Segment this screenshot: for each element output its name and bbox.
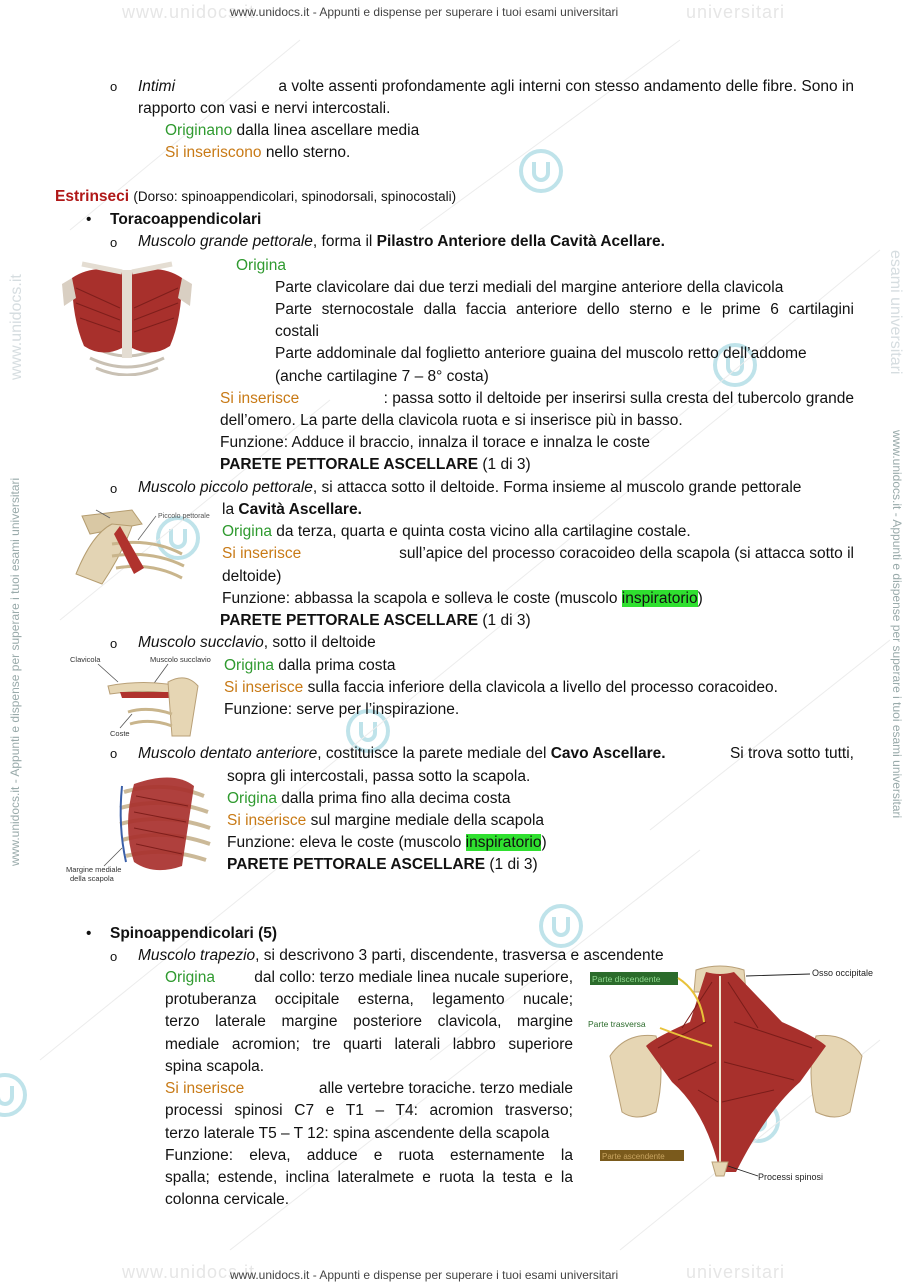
origin-label: Originano — [165, 122, 233, 139]
succlavio-name: Muscolo succlavio — [138, 634, 264, 651]
fig-label-coste: Coste — [110, 729, 130, 738]
succlavio-insert — [224, 679, 778, 697]
insert-label: Si inserisce — [224, 679, 304, 696]
toraco-title: Toracoappendicolari — [110, 211, 262, 228]
side-watermark-right: www.unidocs.it - Appunti e dispense per superare i tuoi esami universitari — [890, 430, 904, 819]
succlavio-heading — [138, 634, 376, 652]
dentato-insert — [227, 812, 544, 830]
fig-label-parte-ascendente: Parte ascendente — [602, 1152, 665, 1161]
function-text: Funzione: abbassa la scapola e solleva le coste (muscolo — [222, 590, 622, 607]
insert-label: Si inserisce — [165, 1080, 245, 1097]
grande-heading — [138, 233, 665, 251]
dentato-function — [227, 834, 547, 852]
origin-label: Origina — [224, 657, 274, 674]
dentato-intro: , costituisce la parete mediale del — [317, 745, 551, 762]
side-watermark-right-small: esami universitari — [887, 250, 904, 375]
grande-origin-l2: Parte sternocostale dalla faccia anteriore dello sterno e le prime 6 cartilagini — [275, 301, 854, 318]
piccolo-insert2: deltoide) — [222, 568, 282, 585]
fig-label-succlavio: Muscolo succlavio — [150, 655, 211, 664]
grande-origin-l5: (anche cartilagine 7 – 8° costa) — [275, 368, 489, 385]
trapezio-origin-o2: protuberanza occipitale esterna, legamento nucale; — [165, 991, 573, 1008]
dentato-parete — [227, 856, 538, 874]
dentato-bold: Cavo Ascellare. — [550, 745, 666, 762]
origin-text: dalla prima costa — [278, 657, 396, 674]
footer-watermark-right: universitari — [686, 1262, 786, 1282]
parete-label: PARETE PETTORALE ASCELLARE — [227, 856, 486, 873]
intimi-name: Intimi — [138, 78, 176, 95]
trapezio-heading — [138, 947, 664, 965]
piccolo-insert1 — [222, 545, 854, 563]
dentato-tail: Si trova sotto tutti, — [729, 745, 854, 762]
parete-count: (1 di 3) — [489, 856, 538, 873]
grande-origin-l1: Parte clavicolare dai due terzi mediali del margine anteriore della clavicola — [275, 279, 784, 296]
function-close: ) — [541, 834, 547, 851]
piccolo-origin — [222, 523, 691, 541]
dentato-name: Muscolo dentato anteriore — [138, 745, 318, 762]
piccolo-name: Muscolo piccolo pettorale — [138, 479, 313, 496]
insert-label: Si inserisce — [220, 390, 300, 407]
origin-label: Origina — [227, 790, 277, 807]
side-watermark-left-small: www.unidocs.it — [8, 274, 25, 380]
parete-count: (1 di 3) — [482, 612, 531, 629]
grande-origin-label: Origina — [236, 257, 286, 274]
piccolo-fig-label: Piccolo pettorale — [158, 513, 210, 520]
origin-label: Origina — [222, 523, 272, 540]
function-text: Funzione: eleva le coste (muscolo — [227, 834, 466, 851]
insert-text: alle vertebre toraciche. terzo mediale — [318, 1080, 573, 1097]
origin-text: dal collo: terzo mediale linea nucale superiore, — [254, 969, 573, 986]
succlavio-function: Funzione: serve per l’inspirazione. — [224, 701, 460, 718]
grande-intro: , forma il — [312, 233, 377, 250]
insert-label: Si inserisce — [222, 545, 302, 562]
dentato-anteriore-figure — [64, 766, 214, 886]
fig-label-parte-trasversa: Parte trasversa — [588, 1019, 646, 1029]
header-text[interactable]: www.unidocs.it - Appunti e dispense per superare i tuoi esami universitari — [230, 5, 619, 19]
grande-function: Funzione: Adduce il braccio, innalza il torace e innalza le coste — [220, 434, 650, 451]
grande-insert2: dell’omero. La parte della clavicola ruota e si inserisce più in basso. — [220, 412, 683, 429]
fig-label-clavicola: Clavicola — [70, 655, 101, 664]
parete-label: PARETE PETTORALE ASCELLARE — [220, 456, 479, 473]
trapezio-insert-i2: processi spinosi C7 e T1 – T4: acromion trasverso; — [165, 1102, 573, 1119]
insert-label: Si inseriscono — [165, 144, 262, 161]
grande-bold: Pilastro Anteriore della Cavità Acellare. — [376, 233, 665, 250]
fig-label-margine2: della scapola — [70, 874, 114, 883]
highlight-inspiratorio: inspiratorio — [621, 590, 698, 607]
bullet-circle: o — [110, 235, 118, 250]
piccolo-la: la — [222, 501, 239, 518]
spino-title: Spinoappendicolari (5) — [110, 925, 278, 942]
piccolo-pettorale-figure — [72, 504, 210, 588]
header-watermark-right: universitari — [686, 2, 786, 22]
footer-text[interactable]: www.unidocs.it - Appunti e dispense per superare i tuoi esami universitari — [230, 1268, 619, 1282]
estrinseci-title: Estrinseci — [55, 188, 130, 205]
trapezio-function-f2: spalla; estende, inclina lateralmete e ruota la testa e la — [165, 1169, 573, 1186]
intimi-origin — [165, 122, 419, 140]
insert-text: : passa sotto il deltoide per inserirsi sulla cresta del tubercolo grande — [383, 390, 854, 407]
intimi-line2: rapporto con vasi e nervi intercostali. — [138, 100, 391, 117]
insert-label: Si inserisce — [227, 812, 307, 829]
succlavio-intro: , sotto il deltoide — [263, 634, 376, 651]
fig-label-margine1: Margine mediale — [66, 865, 122, 874]
trapezio-insert-i3: terzo laterale T5 – T 12: spina ascendente della scapola — [165, 1125, 550, 1142]
grande-parete — [220, 456, 531, 474]
dentato-head-left — [138, 745, 666, 763]
grande-name: Muscolo grande pettorale — [138, 233, 313, 250]
bullet-circle: o — [110, 636, 118, 651]
fig-label-parte-discendente: Parte discendente — [592, 974, 661, 984]
intimi-text1: a volte assenti profondamente agli interni con stesso andamento delle fibre. Sono in — [278, 78, 854, 95]
dentato-line2: sopra gli intercostali, passa sotto la scapola. — [227, 768, 531, 785]
footer-watermark-left: www.unidocs.it — [122, 1262, 256, 1282]
insert-text: sul margine mediale della scapola — [310, 812, 545, 829]
estrinseci-heading — [55, 188, 456, 206]
bullet-dot: • — [86, 211, 92, 228]
intimi-insert — [165, 144, 350, 162]
piccolo-heading — [138, 479, 801, 497]
bullet-dot: • — [86, 925, 92, 942]
bullet-circle: o — [110, 949, 118, 964]
trapezio-origin-o3: terzo laterale margine posteriore clavicola, margine — [165, 1013, 573, 1030]
intimi-line1 — [138, 78, 854, 96]
dentato-origin — [227, 790, 510, 808]
origin-text: dalla linea ascellare media — [236, 122, 420, 139]
piccolo-parete — [220, 612, 531, 630]
origin-text: dalla prima fino alla decima costa — [281, 790, 511, 807]
trapezio-origin-o5: spina scapola. — [165, 1058, 265, 1075]
grande-origin-l4: Parte addominale dal foglietto anteriore guaina del muscolo retto dell’addome — [275, 345, 807, 362]
parete-label: PARETE PETTORALE ASCELLARE — [220, 612, 479, 629]
highlight-inspiratorio: inspiratorio — [465, 834, 542, 851]
fig-label-processi-spinosi: Processi spinosi — [758, 1172, 824, 1182]
trapezio-insert-i1 — [165, 1080, 573, 1098]
grande-origin-l3: costali — [275, 323, 319, 340]
grande-insert1 — [220, 390, 854, 408]
trapezio-function-f1: Funzione: eleva, adduce e ruota esternamente la — [165, 1147, 573, 1164]
piccolo-bold: Cavità Ascellare. — [238, 501, 362, 518]
piccolo-function — [222, 590, 703, 608]
grande-pettorale-figure — [62, 258, 192, 376]
trapezio-origin-o1 — [165, 969, 573, 987]
piccolo-intro: , si attacca sotto il deltoide. Forma insieme al muscolo grande pettorale — [312, 479, 802, 496]
trapezio-origin-o4: mediale acromion; tre quarti laterali labbro superiore — [165, 1036, 573, 1053]
fig-label-osso-occipitale: Osso occipitale — [812, 968, 874, 978]
insert-text: sull’apice del processo coracoideo della scapola (si attacca sotto il — [399, 545, 854, 562]
insert-text: sulla faccia inferiore della clavicola a livello del processo coracoideo. — [307, 679, 778, 696]
header-watermark-left: www.unidocs.it — [122, 2, 256, 22]
succlavio-figure — [68, 652, 214, 740]
bullet-circle: o — [110, 79, 118, 94]
origin-text: da terza, quarta e quinta costa vicino alla cartilagine costale. — [276, 523, 691, 540]
bullet-circle: o — [110, 746, 118, 761]
bullet-circle: o — [110, 481, 118, 496]
piccolo-heading2 — [222, 501, 362, 519]
trapezio-function-f3: colonna cervicale. — [165, 1191, 290, 1208]
parete-count: (1 di 3) — [482, 456, 531, 473]
function-close: ) — [697, 590, 703, 607]
estrinseci-subtitle: (Dorso: spinoappendicolari, spinodorsali, spinocostali) — [133, 189, 457, 204]
side-watermark-left: www.unidocs.it - Appunti e dispense per superare i tuoi esami universitari — [8, 477, 22, 866]
trapezio-intro: , si descrivono 3 parti, discendente, trasversa e ascendente — [255, 947, 664, 964]
trapezio-figure — [586, 962, 886, 1188]
origin-label: Origina — [165, 969, 215, 986]
insert-text: nello sterno. — [265, 144, 351, 161]
dentato-heading — [138, 745, 854, 763]
trapezio-name: Muscolo trapezio — [138, 947, 256, 964]
succlavio-origin — [224, 657, 395, 675]
